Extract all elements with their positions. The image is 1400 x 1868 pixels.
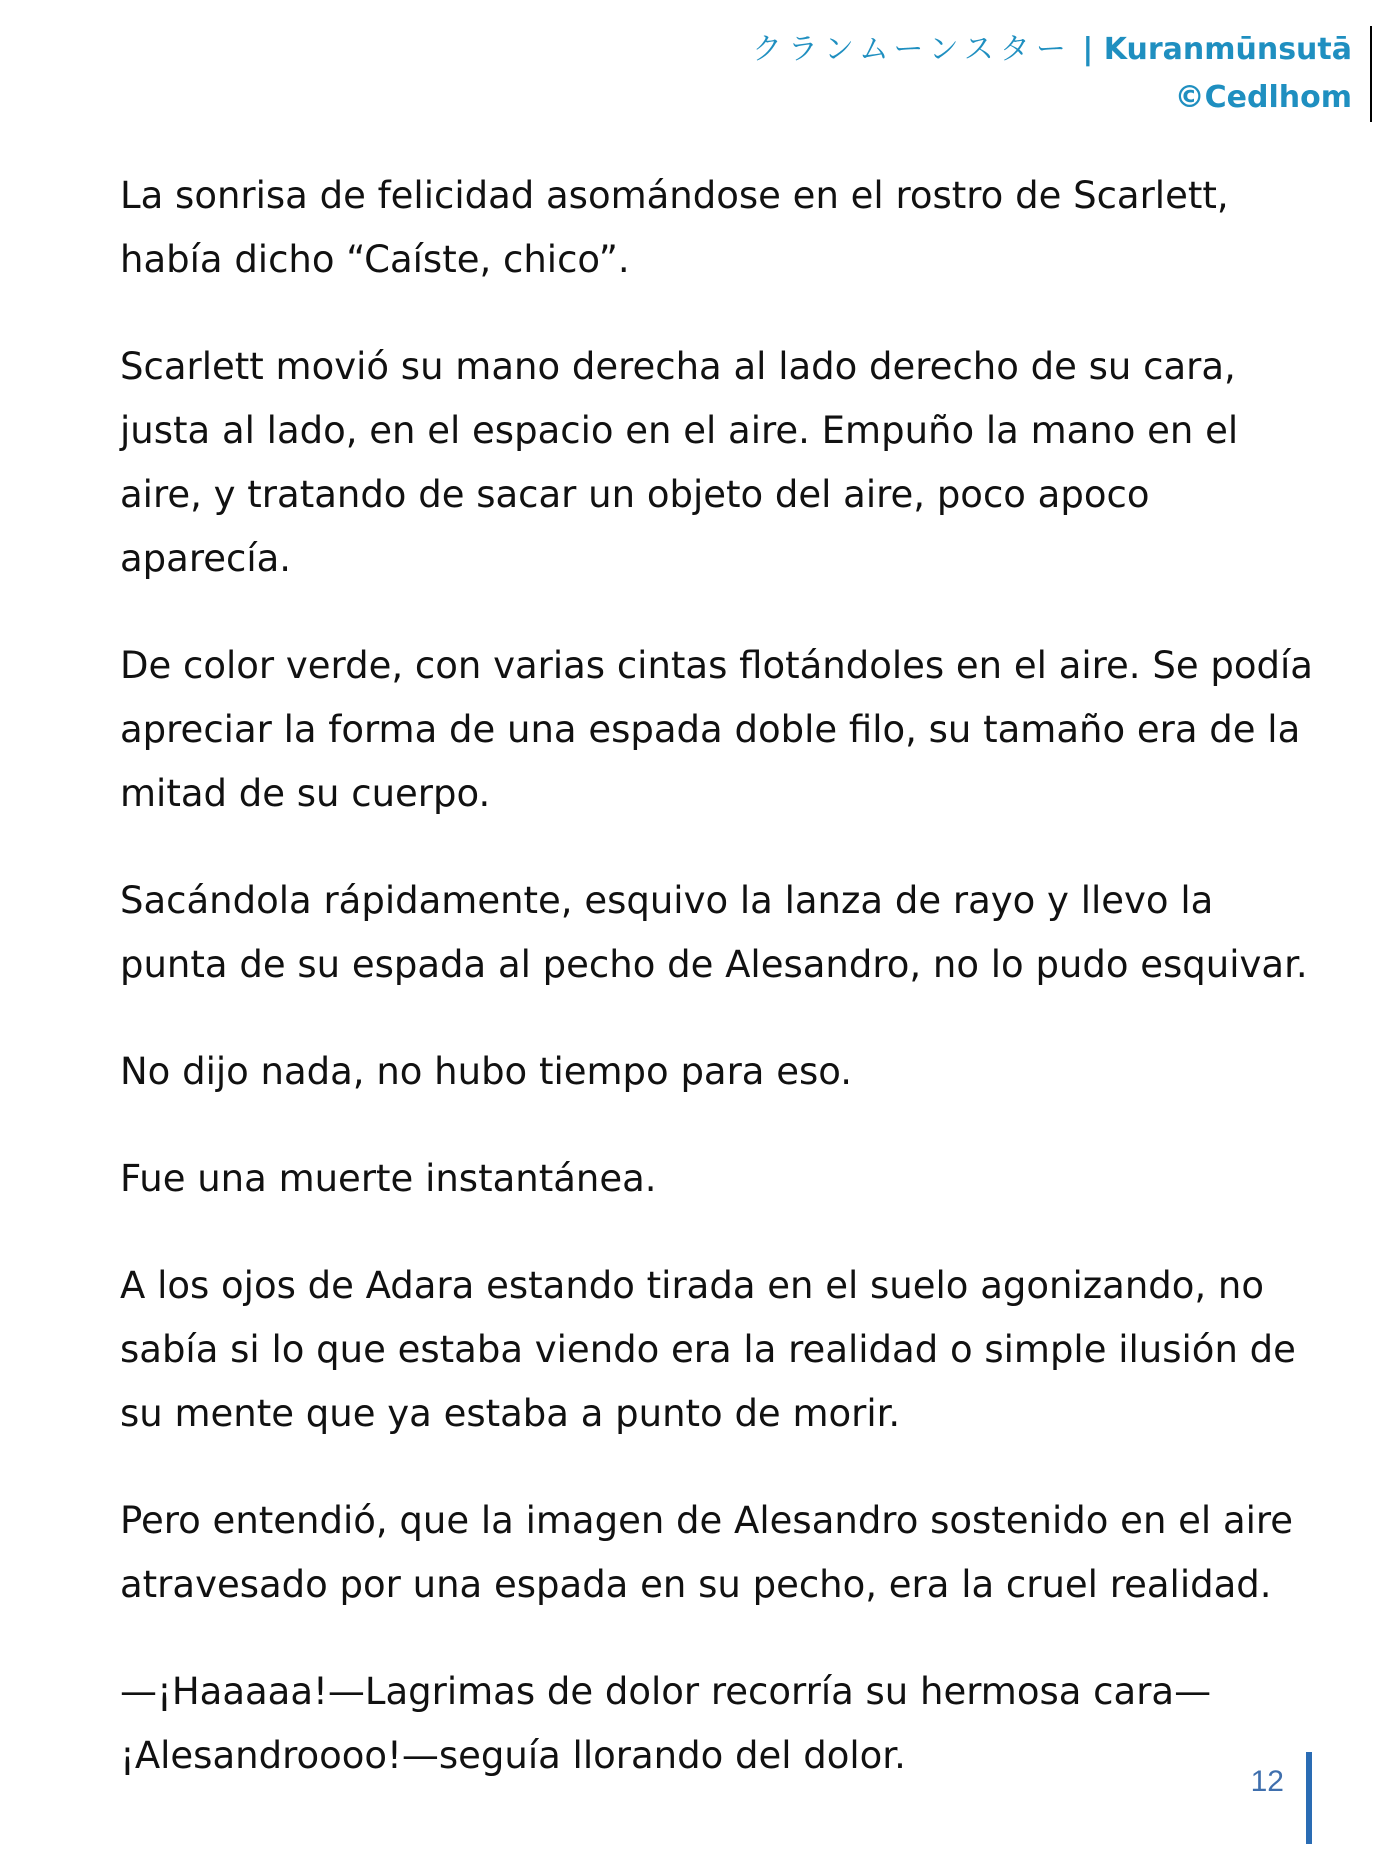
header-title-romaji: Kuranmūnsutā: [1103, 32, 1352, 67]
paragraph: Scarlett movió su mano derecha al lado derecho de su cara, justa al lado, en el espacio en el aire. Empuño la mano en el aire, y tratando de sacar un objeto del aire, poco apoco aparecía.: [120, 345, 1239, 580]
page-header: [672, 26, 1372, 122]
paragraph: La sonrisa de felicidad asomándose en el rostro de Scarlett, había dicho “Caíste, chico”.: [120, 174, 1229, 281]
paragraph: De color verde, con varias cintas flotándoles en el aire. Se podía apreciar la forma de una espada doble filo, su tamaño era de la mitad de su cuerpo.: [120, 644, 1313, 815]
header-title-jp: クランムーンスター: [752, 32, 1072, 67]
header-separator: |: [1082, 32, 1094, 67]
page-footer: [1251, 1752, 1312, 1844]
paragraph: —¡Haaaaa!—Lagrimas de dolor recorría su hermosa cara—¡Alesandroooo!—seguía llorando del dolor.: [120, 1670, 1212, 1777]
paragraph: Pero entendió, que la imagen de Alesandro sostenido en el aire atravesado por una espada en su pecho, era la cruel realidad.: [120, 1499, 1294, 1606]
header-copyright: ©Cedlhom: [1174, 80, 1352, 115]
paragraph: A los ojos de Adara estando tirada en el suelo agonizando, no sabía si lo que estaba viendo era la realidad o simple ilusión de su mente que ya estaba a punto de morir.: [120, 1264, 1296, 1435]
page-number: 12: [1250, 1765, 1284, 1798]
paragraph: Sacándola rápidamente, esquivo la lanza de rayo y llevo la punta de su espada al pecho de Alesandro, no lo pudo esquivar.: [120, 879, 1308, 986]
header-title-line: [672, 26, 1352, 74]
paragraph: Fue una muerte instantánea.: [120, 1157, 657, 1200]
paragraph: No dijo nada, no hubo tiempo para eso.: [120, 1050, 853, 1093]
page-body: [120, 164, 1320, 1831]
